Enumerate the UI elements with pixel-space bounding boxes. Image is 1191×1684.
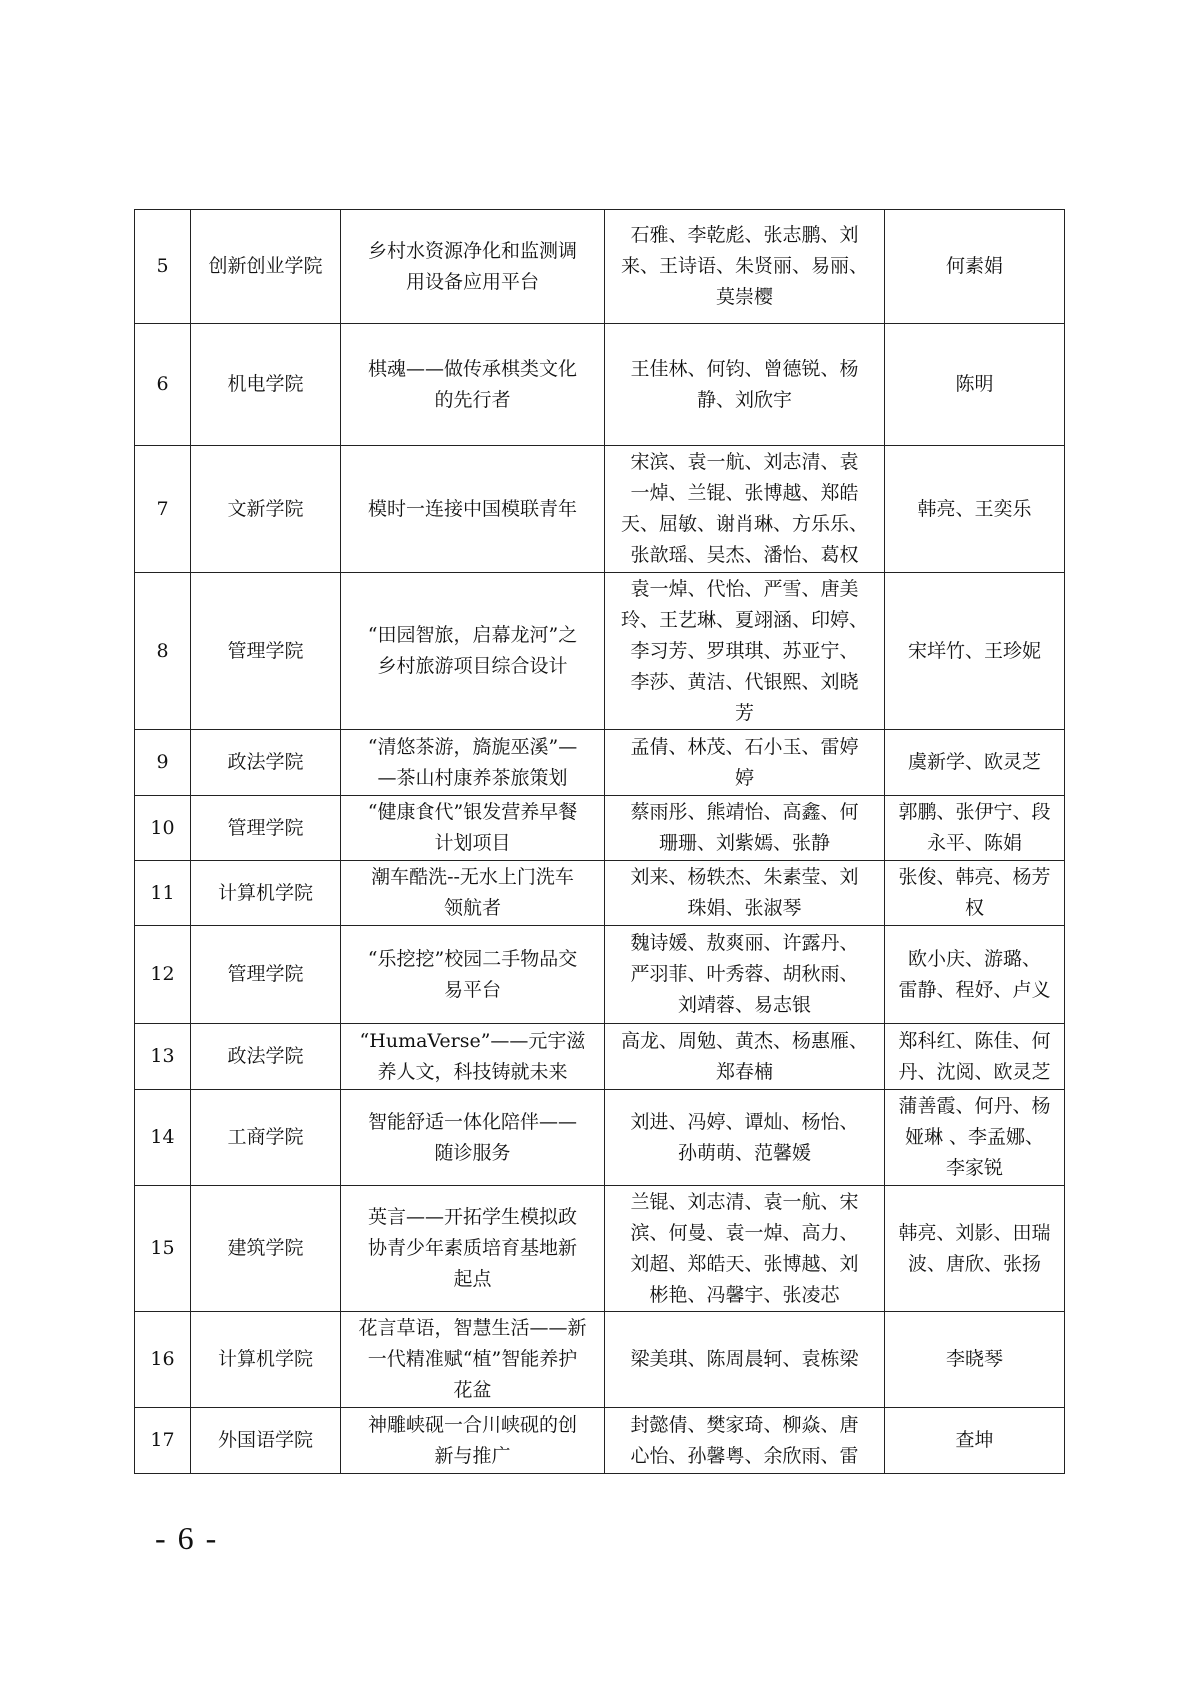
college-cell: 创新创业学院	[191, 210, 341, 324]
row-number: 12	[135, 926, 191, 1024]
advisor-cell: 韩亮、刘影、田瑞 波、唐欣、张扬	[885, 1186, 1065, 1312]
advisor-cell: 何素娟	[885, 210, 1065, 324]
project-cell: 智能舒适一体化陪伴—— 随诊服务	[341, 1090, 605, 1186]
advisor-cell: 韩亮、王奕乐	[885, 446, 1065, 573]
table-row	[135, 1024, 1065, 1090]
row-number: 9	[135, 730, 191, 796]
college-cell: 管理学院	[191, 926, 341, 1024]
row-number: 16	[135, 1312, 191, 1408]
row-number: 14	[135, 1090, 191, 1186]
members-cell: 孟倩、林茂、石小玉、雷婷 婷	[605, 730, 885, 796]
members-cell: 刘来、杨轶杰、朱素莹、刘 珠娟、张淑琴	[605, 861, 885, 926]
table-row	[135, 861, 1065, 926]
row-number: 8	[135, 573, 191, 730]
college-cell: 政法学院	[191, 1024, 341, 1090]
row-number: 7	[135, 446, 191, 573]
award-table	[134, 209, 1065, 1474]
college-cell: 机电学院	[191, 324, 341, 446]
row-number: 6	[135, 324, 191, 446]
college-cell: 建筑学院	[191, 1186, 341, 1312]
project-cell: “清悠茶游，旖旎巫溪”— —茶山村康养茶旅策划	[341, 730, 605, 796]
table-row	[135, 446, 1065, 573]
row-number: 11	[135, 861, 191, 926]
table-row	[135, 926, 1065, 1024]
advisor-cell: 宋垟竹、王珍妮	[885, 573, 1065, 730]
college-cell: 文新学院	[191, 446, 341, 573]
members-cell: 高龙、周勉、黄杰、杨惠雁、 郑春楠	[605, 1024, 885, 1090]
table-row	[135, 573, 1065, 730]
project-cell: 乡村水资源净化和监测调 用设备应用平台	[341, 210, 605, 324]
college-cell: 计算机学院	[191, 861, 341, 926]
members-cell: 宋滨、袁一航、刘志清、袁 一焯、兰锟、张博越、郑皓 天、屈敏、谢肖琳、方乐乐、 张歆瑶、吴杰、潘怡、葛权	[605, 446, 885, 573]
project-cell: “健康食代”银发营养早餐 计划项目	[341, 796, 605, 861]
college-cell: 管理学院	[191, 796, 341, 861]
row-number: 17	[135, 1408, 191, 1474]
table-row	[135, 1312, 1065, 1408]
row-number: 10	[135, 796, 191, 861]
members-cell: 封懿倩、樊家琦、柳焱、唐 心怡、孙馨粤、余欣雨、雷	[605, 1408, 885, 1474]
advisor-cell: 虞新学、欧灵芝	[885, 730, 1065, 796]
table-row	[135, 796, 1065, 861]
table-row	[135, 1186, 1065, 1312]
members-cell: 袁一焯、代怡、严雪、唐美 玲、王艺琳、夏翊涵、印婷、 李习芳、罗琪琪、苏亚宁、 李莎、黄洁、代银熙、刘晓 芳	[605, 573, 885, 730]
members-cell: 兰锟、刘志清、袁一航、宋 滨、何曼、袁一焯、高力、 刘超、郑皓天、张博越、刘 彬艳、冯馨宇、张凌芯	[605, 1186, 885, 1312]
row-number: 13	[135, 1024, 191, 1090]
members-cell: 王佳林、何钧、曾德锐、杨 静、刘欣宇	[605, 324, 885, 446]
members-cell: 石雅、李乾彪、张志鹏、刘 来、王诗语、朱贤丽、易丽、 莫崇樱	[605, 210, 885, 324]
row-number: 15	[135, 1186, 191, 1312]
project-cell: 英言——开拓学生模拟政 协青少年素质培育基地新 起点	[341, 1186, 605, 1312]
members-cell: 蔡雨彤、熊靖怡、高鑫、何 珊珊、刘紫嫣、张静	[605, 796, 885, 861]
project-cell: 模时一连接中国模联青年	[341, 446, 605, 573]
project-cell: “田园智旅，启幕龙河”之 乡村旅游项目综合设计	[341, 573, 605, 730]
advisor-cell: 李晓琴	[885, 1312, 1065, 1408]
table-row	[135, 210, 1065, 324]
college-cell: 外国语学院	[191, 1408, 341, 1474]
table-row	[135, 324, 1065, 446]
advisor-cell: 欧小庆、游璐、 雷静、程妤、卢义	[885, 926, 1065, 1024]
project-cell: “HumaVerse”——元宇滋 养人文，科技铸就未来	[341, 1024, 605, 1090]
advisor-cell: 郑科红、陈佳、何 丹、沈阅、欧灵芝	[885, 1024, 1065, 1090]
project-cell: “乐挖挖”校园二手物品交 易平台	[341, 926, 605, 1024]
college-cell: 计算机学院	[191, 1312, 341, 1408]
award-table-body	[135, 210, 1065, 1474]
project-cell: 神雕峡砚一合川峡砚的创 新与推广	[341, 1408, 605, 1474]
members-cell: 魏诗媛、敖爽丽、许露丹、 严羽菲、叶秀蓉、胡秋雨、 刘靖蓉、易志银	[605, 926, 885, 1024]
page-number: - 6 -	[155, 1520, 219, 1556]
table-row	[135, 730, 1065, 796]
college-cell: 政法学院	[191, 730, 341, 796]
members-cell: 刘进、冯婷、谭灿、杨怡、 孙萌萌、范馨媛	[605, 1090, 885, 1186]
college-cell: 工商学院	[191, 1090, 341, 1186]
college-cell: 管理学院	[191, 573, 341, 730]
advisor-cell: 张俊、韩亮、杨芳 权	[885, 861, 1065, 926]
advisor-cell: 查坤	[885, 1408, 1065, 1474]
project-cell: 棋魂——做传承棋类文化 的先行者	[341, 324, 605, 446]
advisor-cell: 蒲善霞、何丹、杨 娅琳 、李孟娜、 李家锐	[885, 1090, 1065, 1186]
members-cell: 梁美琪、陈周晨轲、袁栋梁	[605, 1312, 885, 1408]
table-row	[135, 1408, 1065, 1474]
project-cell: 花言草语，智慧生活——新 一代精准赋“植”智能养护 花盆	[341, 1312, 605, 1408]
advisor-cell: 陈明	[885, 324, 1065, 446]
table-row	[135, 1090, 1065, 1186]
project-cell: 潮车酷洗--无水上门洗车 领航者	[341, 861, 605, 926]
advisor-cell: 郭鹏、张伊宁、段 永平、陈娟	[885, 796, 1065, 861]
row-number: 5	[135, 210, 191, 324]
